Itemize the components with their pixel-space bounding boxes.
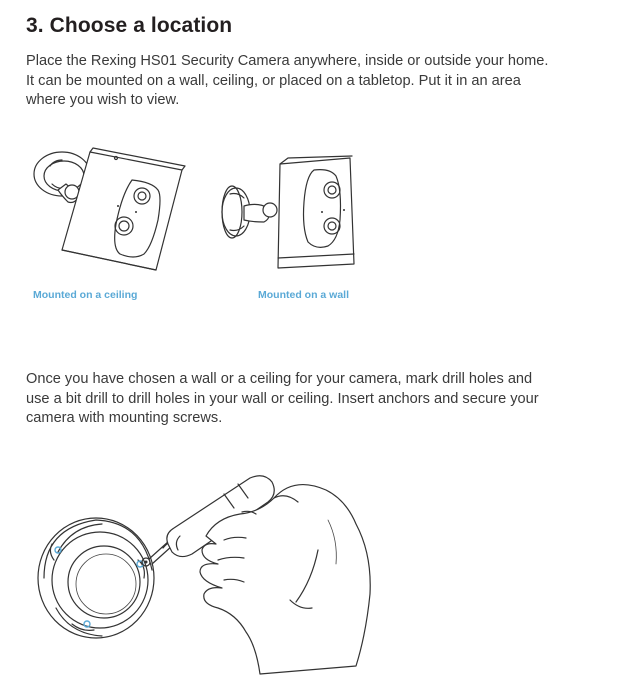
- ceiling-mount-illustration: [20, 140, 220, 280]
- wall-caption: Mounted on a wall: [258, 289, 349, 301]
- section-heading: 3. Choose a location: [26, 14, 233, 37]
- instruction-line-1: Once you have chosen a wall or a ceiling for your camera, mark drill holes and: [26, 371, 533, 387]
- instruction-line-3: camera with mounting screws.: [26, 410, 223, 426]
- instruction-line-2: use a bit drill to drill holes in your wall or ceiling. Insert anchors and secure your: [26, 390, 539, 407]
- drilling-illustration: [28, 440, 448, 680]
- instruction-paragraph: [26, 370, 596, 429]
- intro-paragraph: [26, 52, 596, 111]
- intro-line-2: It can be mounted on a wall, ceiling, or placed on a tabletop. Put it in an area: [26, 72, 521, 89]
- ceiling-caption: Mounted on a ceiling: [33, 289, 138, 301]
- intro-line-1: Place the Rexing HS01 Security Camera anywhere, inside or outside your home.: [26, 53, 549, 69]
- intro-line-3: where you wish to view.: [26, 92, 180, 108]
- wall-mount-illustration: [210, 150, 370, 280]
